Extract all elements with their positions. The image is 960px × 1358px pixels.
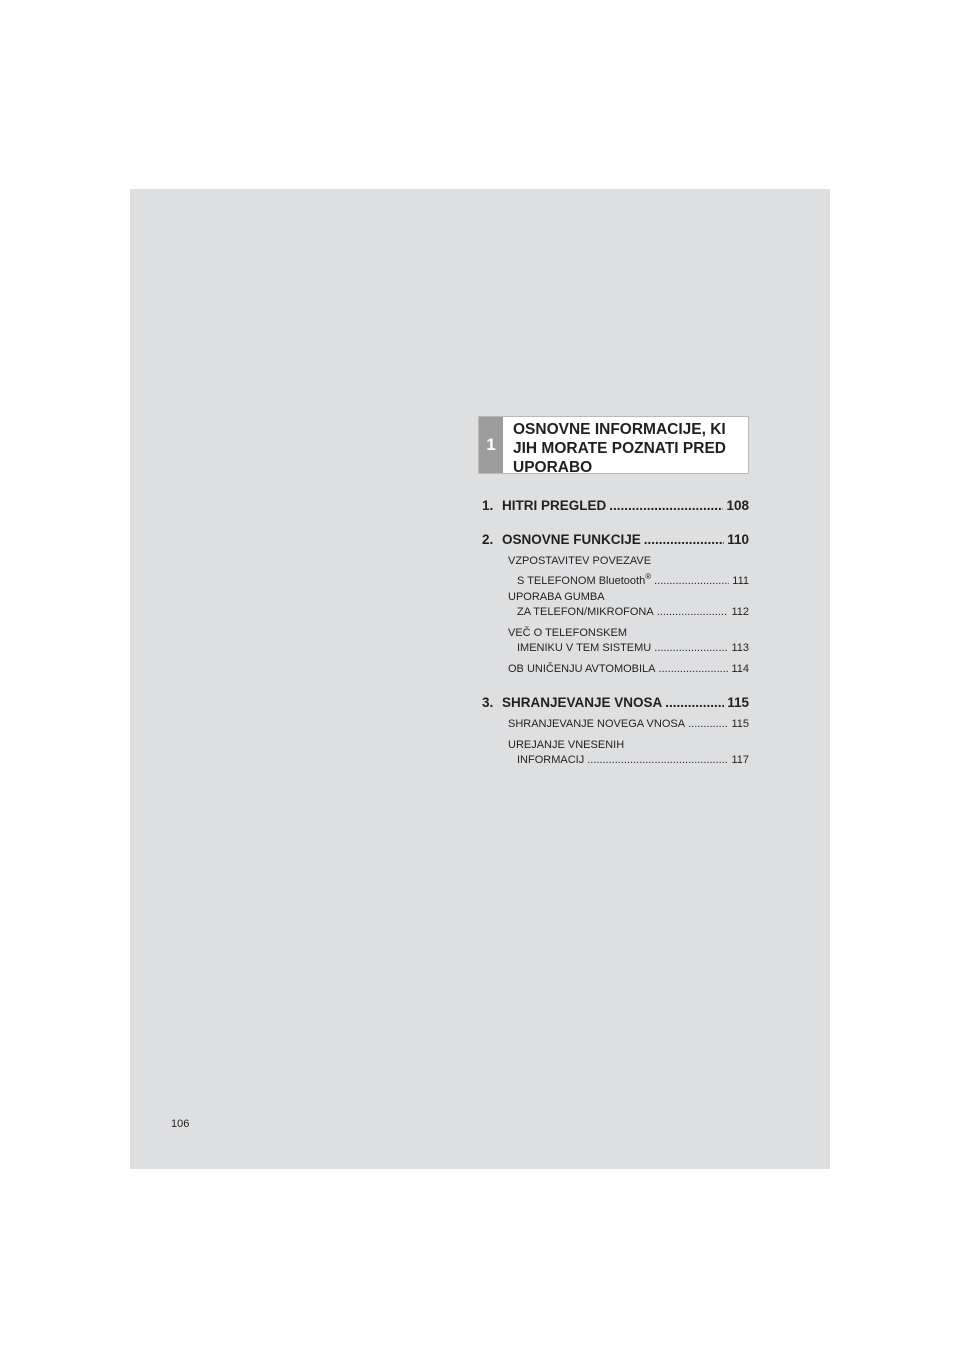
toc-item-line-1: UPORABA GUMBA (508, 591, 605, 603)
leader-dots (659, 662, 729, 677)
toc-page-number: 114 (731, 663, 749, 675)
toc-page-number: 112 (731, 606, 749, 618)
toc-item-line-1: VEČ O TELEFONSKEM (508, 627, 627, 639)
registered-mark: ® (645, 572, 652, 581)
chapter-title: OSNOVNE INFORMACIJE, KI JIH MORATE POZNATI PRED UPORABO (513, 421, 726, 476)
page-number: 106 (171, 1118, 190, 1130)
toc-page-number: 115 (731, 718, 749, 730)
toc-item-line-1: UREJANJE VNESENIH (508, 739, 625, 751)
toc-section-number: 3. (482, 695, 494, 710)
leader-dots (609, 496, 723, 516)
chapter-number-tab: 1 (479, 417, 503, 473)
toc-item-line-2 (508, 569, 749, 584)
toc-page-number: 108 (726, 498, 749, 513)
toc-item-bluetooth-connection[interactable] (482, 554, 749, 584)
toc-item-text: OB UNIČENJU AVTOMOBILA (508, 663, 656, 675)
leader-dots (654, 641, 728, 656)
toc-item-text: S TELEFONOM Bluetooth (517, 575, 646, 584)
toc-section-number: 2. (482, 532, 494, 547)
toc-section-3[interactable] (482, 693, 749, 713)
toc-page-number: 113 (731, 642, 749, 654)
toc-section-2[interactable] (482, 530, 749, 550)
toc-item-line-2 (508, 641, 749, 656)
toc-item-phonebook[interactable] (482, 626, 749, 656)
leader-dots (644, 530, 724, 550)
leader-dots (657, 605, 729, 620)
toc-section-1[interactable] (482, 496, 749, 516)
toc-item-line-2 (508, 605, 749, 620)
chapter-header (478, 416, 749, 474)
toc-page-number: 117 (731, 754, 749, 766)
toc-item-line-2 (508, 753, 749, 768)
toc-section-number: 1. (482, 498, 494, 513)
toc-item-text: SHRANJEVANJE NOVEGA VNOSA (508, 718, 686, 730)
toc-section-title: OSNOVNE FUNKCIJE (502, 532, 641, 547)
toc-item-text: ZA TELEFON/MIKROFONA (517, 606, 654, 618)
toc-item-line-1: VZPOSTAVITEV POVEZAVE (508, 555, 652, 567)
toc-page-number: 110 (727, 532, 749, 547)
toc-page-number: 115 (727, 695, 749, 710)
toc-item-phone-button[interactable] (482, 590, 749, 620)
toc-item-line-1 (508, 662, 749, 677)
toc-section-title: SHRANJEVANJE VNOSA (502, 695, 663, 710)
leader-dots (654, 574, 729, 584)
toc-section-title: HITRI PREGLED (502, 498, 607, 513)
leader-dots (665, 693, 724, 713)
table-of-contents (482, 496, 749, 768)
leader-dots (688, 717, 728, 732)
toc-item-vehicle-disposal[interactable] (482, 662, 749, 677)
toc-page-number: 111 (732, 575, 749, 584)
toc-item-text: IMENIKU V TEM SISTEMU (517, 642, 652, 654)
leader-dots (587, 753, 728, 768)
toc-item-text: INFORMACIJ (517, 754, 585, 766)
toc-item-save-new-entry[interactable] (482, 717, 749, 732)
toc-item-edit-entry[interactable] (482, 738, 749, 768)
toc-item-line-1 (508, 717, 749, 732)
